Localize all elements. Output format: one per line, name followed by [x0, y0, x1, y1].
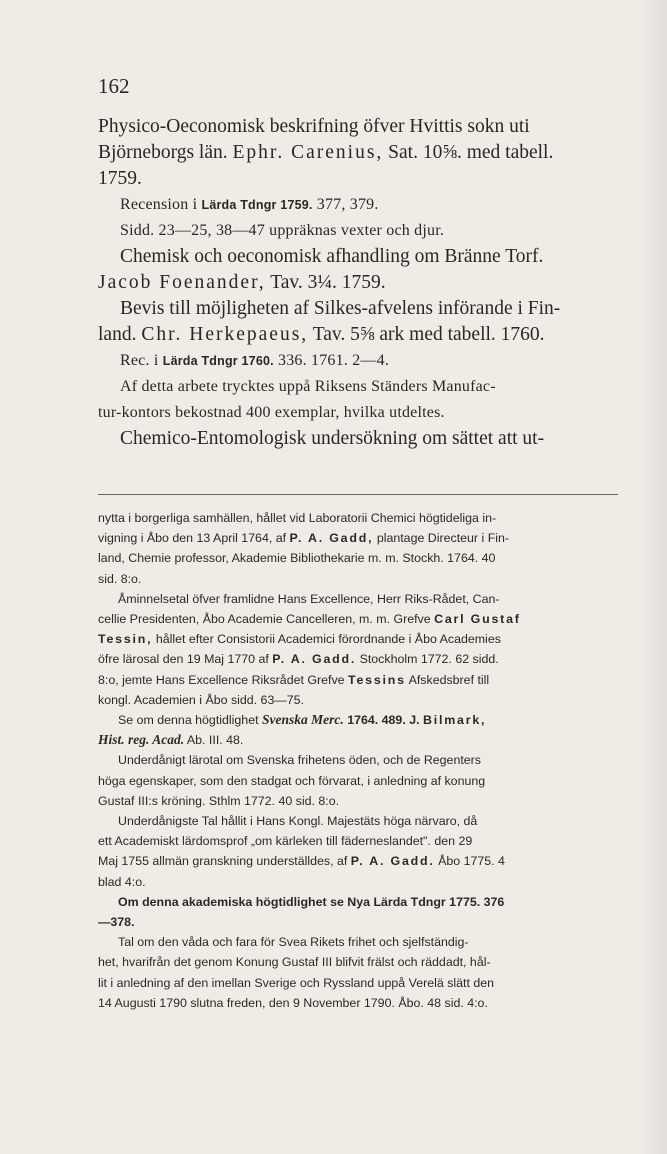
note-vada-fara-line3: lit i anledning af den imellan Sverige och Ryssland uppå Verelä slätt den: [98, 975, 495, 990]
note-majestats-line4: blad 4:o.: [98, 874, 146, 889]
note-tessin: Åminnelsetal öfver framlidne Hans Excellence, Herr Riks-Rådet, Can-: [118, 591, 500, 606]
entry-entomologisk: Chemico-Entomologisk undersökning om sättet att ut-: [120, 428, 545, 449]
note-tessin-line2: cellie Presidenten, Åbo Academie Cancelleren, m. m. Grefve Carl Gustaf: [98, 612, 521, 627]
print-note-line2: tur-kontors bekostnad 400 exemplar, hvilka utdeltes.: [98, 404, 445, 421]
review-1759: Recension i Lärda Tdngr 1759. 377, 379.: [120, 196, 379, 213]
note-mercurius: Se om denna högtidlighet Svenska Merc. 1764. 489. J. Bilmark,: [118, 712, 487, 728]
entry-hvittis: Physico-Oeconomisk beskrifning öfver Hvittis sokn uti: [98, 116, 530, 137]
note-laboratorii-line4: sid. 8:o.: [98, 571, 142, 586]
note-mercurius-line2: Hist. reg. Acad. Ab. III. 48.: [98, 732, 244, 748]
note-hogtidlighet: Om denna akademiska högtidlighet se Nya Lärda Tdngr 1775. 376: [118, 894, 505, 909]
note-majestats: Underdånigste Tal hållit i Hans Kongl. Majestäts höga närvaro, då: [118, 814, 478, 829]
note-frihetens-line3: Gustaf III:s kröning. Sthlm 1772. 40 sid. 8:o.: [98, 793, 340, 808]
entry-torf-line2: Jacob Foenander, Tav. 3¼. 1759.: [98, 272, 386, 293]
print-note: Af detta arbete trycktes uppå Riksens Ständers Manufac-: [120, 378, 496, 395]
note-laboratorii-line3: land, Chemie professor, Akademie Bibliothekarie m. m. Stockh. 1764. 40: [98, 551, 496, 566]
entry-hvittis-line2: Björneborgs län. Ephr. Carenius, Sat. 10⅝. med tabell.: [98, 142, 554, 163]
page-edge-shadow: [643, 0, 667, 1154]
note-laboratorii-line2: vigning i Åbo den 13 April 1764, af P. A. Gadd, plantage Directeur i Fin-: [98, 531, 510, 546]
note-majestats-line2: ett Academiskt lärdomsprof „om kärleken till fäderneslandet". den 29: [98, 834, 473, 849]
pages-note: Sidd. 23—25, 38—47 uppräknas vexter och djur.: [120, 222, 445, 239]
entry-silkes: Bevis till möjligheten af Silkes-afvelens införande i Fin-: [120, 298, 561, 319]
note-majestats-line3: Maj 1755 allmän granskning underställdes, af P. A. Gadd. Åbo 1775. 4: [98, 854, 505, 869]
note-hogtidlighet-line2: —378.: [98, 915, 135, 930]
entry-torf: Chemisk och oeconomisk afhandling om Bränne Torf.: [120, 246, 544, 267]
note-tessin-line5: 8:o, jemte Hans Excellence Riksrådet Grefve Tessins Afskedsbref till: [98, 672, 490, 687]
entry-silkes-line2: land. Chr. Herkepaeus, Tav. 5⅝ ark med tabell. 1760.: [98, 324, 545, 345]
review-1760: Rec. i Lärda Tdngr 1760. 336. 1761. 2—4.: [120, 352, 390, 369]
note-vada-fara: Tal om den våda och fara för Svea Rikets frihet och sjelfständig-: [118, 935, 469, 950]
note-laboratorii: nytta i borgerliga samhällen, hållet vid Laboratorii Chemici högtideliga in-: [98, 511, 497, 525]
note-frihetens-line2: höga egenskaper, som den stadgat och förvarat, i anledning af konung: [98, 773, 486, 788]
note-frihetens: Underdånigt lärotal om Svenska frihetens öden, och de Regenters: [118, 753, 481, 768]
note-vada-fara-line4: 14 Augusti 1790 slutna freden, den 9 November 1790. Åbo. 48 sid. 4:o.: [98, 995, 488, 1010]
page-number: 162: [98, 74, 130, 98]
main-text: [98, 114, 618, 452]
note-tessin-line6: kongl. Academien i Åbo sidd. 63—75.: [98, 692, 304, 707]
footnote-divider: [98, 494, 618, 495]
note-tessin-line3: Tessin, hållet efter Consistorii Academici förordnande i Åbo Academies: [98, 632, 501, 647]
footnotes: [98, 508, 618, 1013]
note-tessin-line4: öfre lärosal den 19 Maj 1770 af P. A. Gadd. Stockholm 1772. 62 sidd.: [98, 652, 499, 667]
note-vada-fara-line2: het, hvarifrån det genom Konung Gustaf III blifvit frälst och räddadt, hål-: [98, 955, 491, 970]
entry-hvittis-line3: 1759.: [98, 168, 142, 189]
